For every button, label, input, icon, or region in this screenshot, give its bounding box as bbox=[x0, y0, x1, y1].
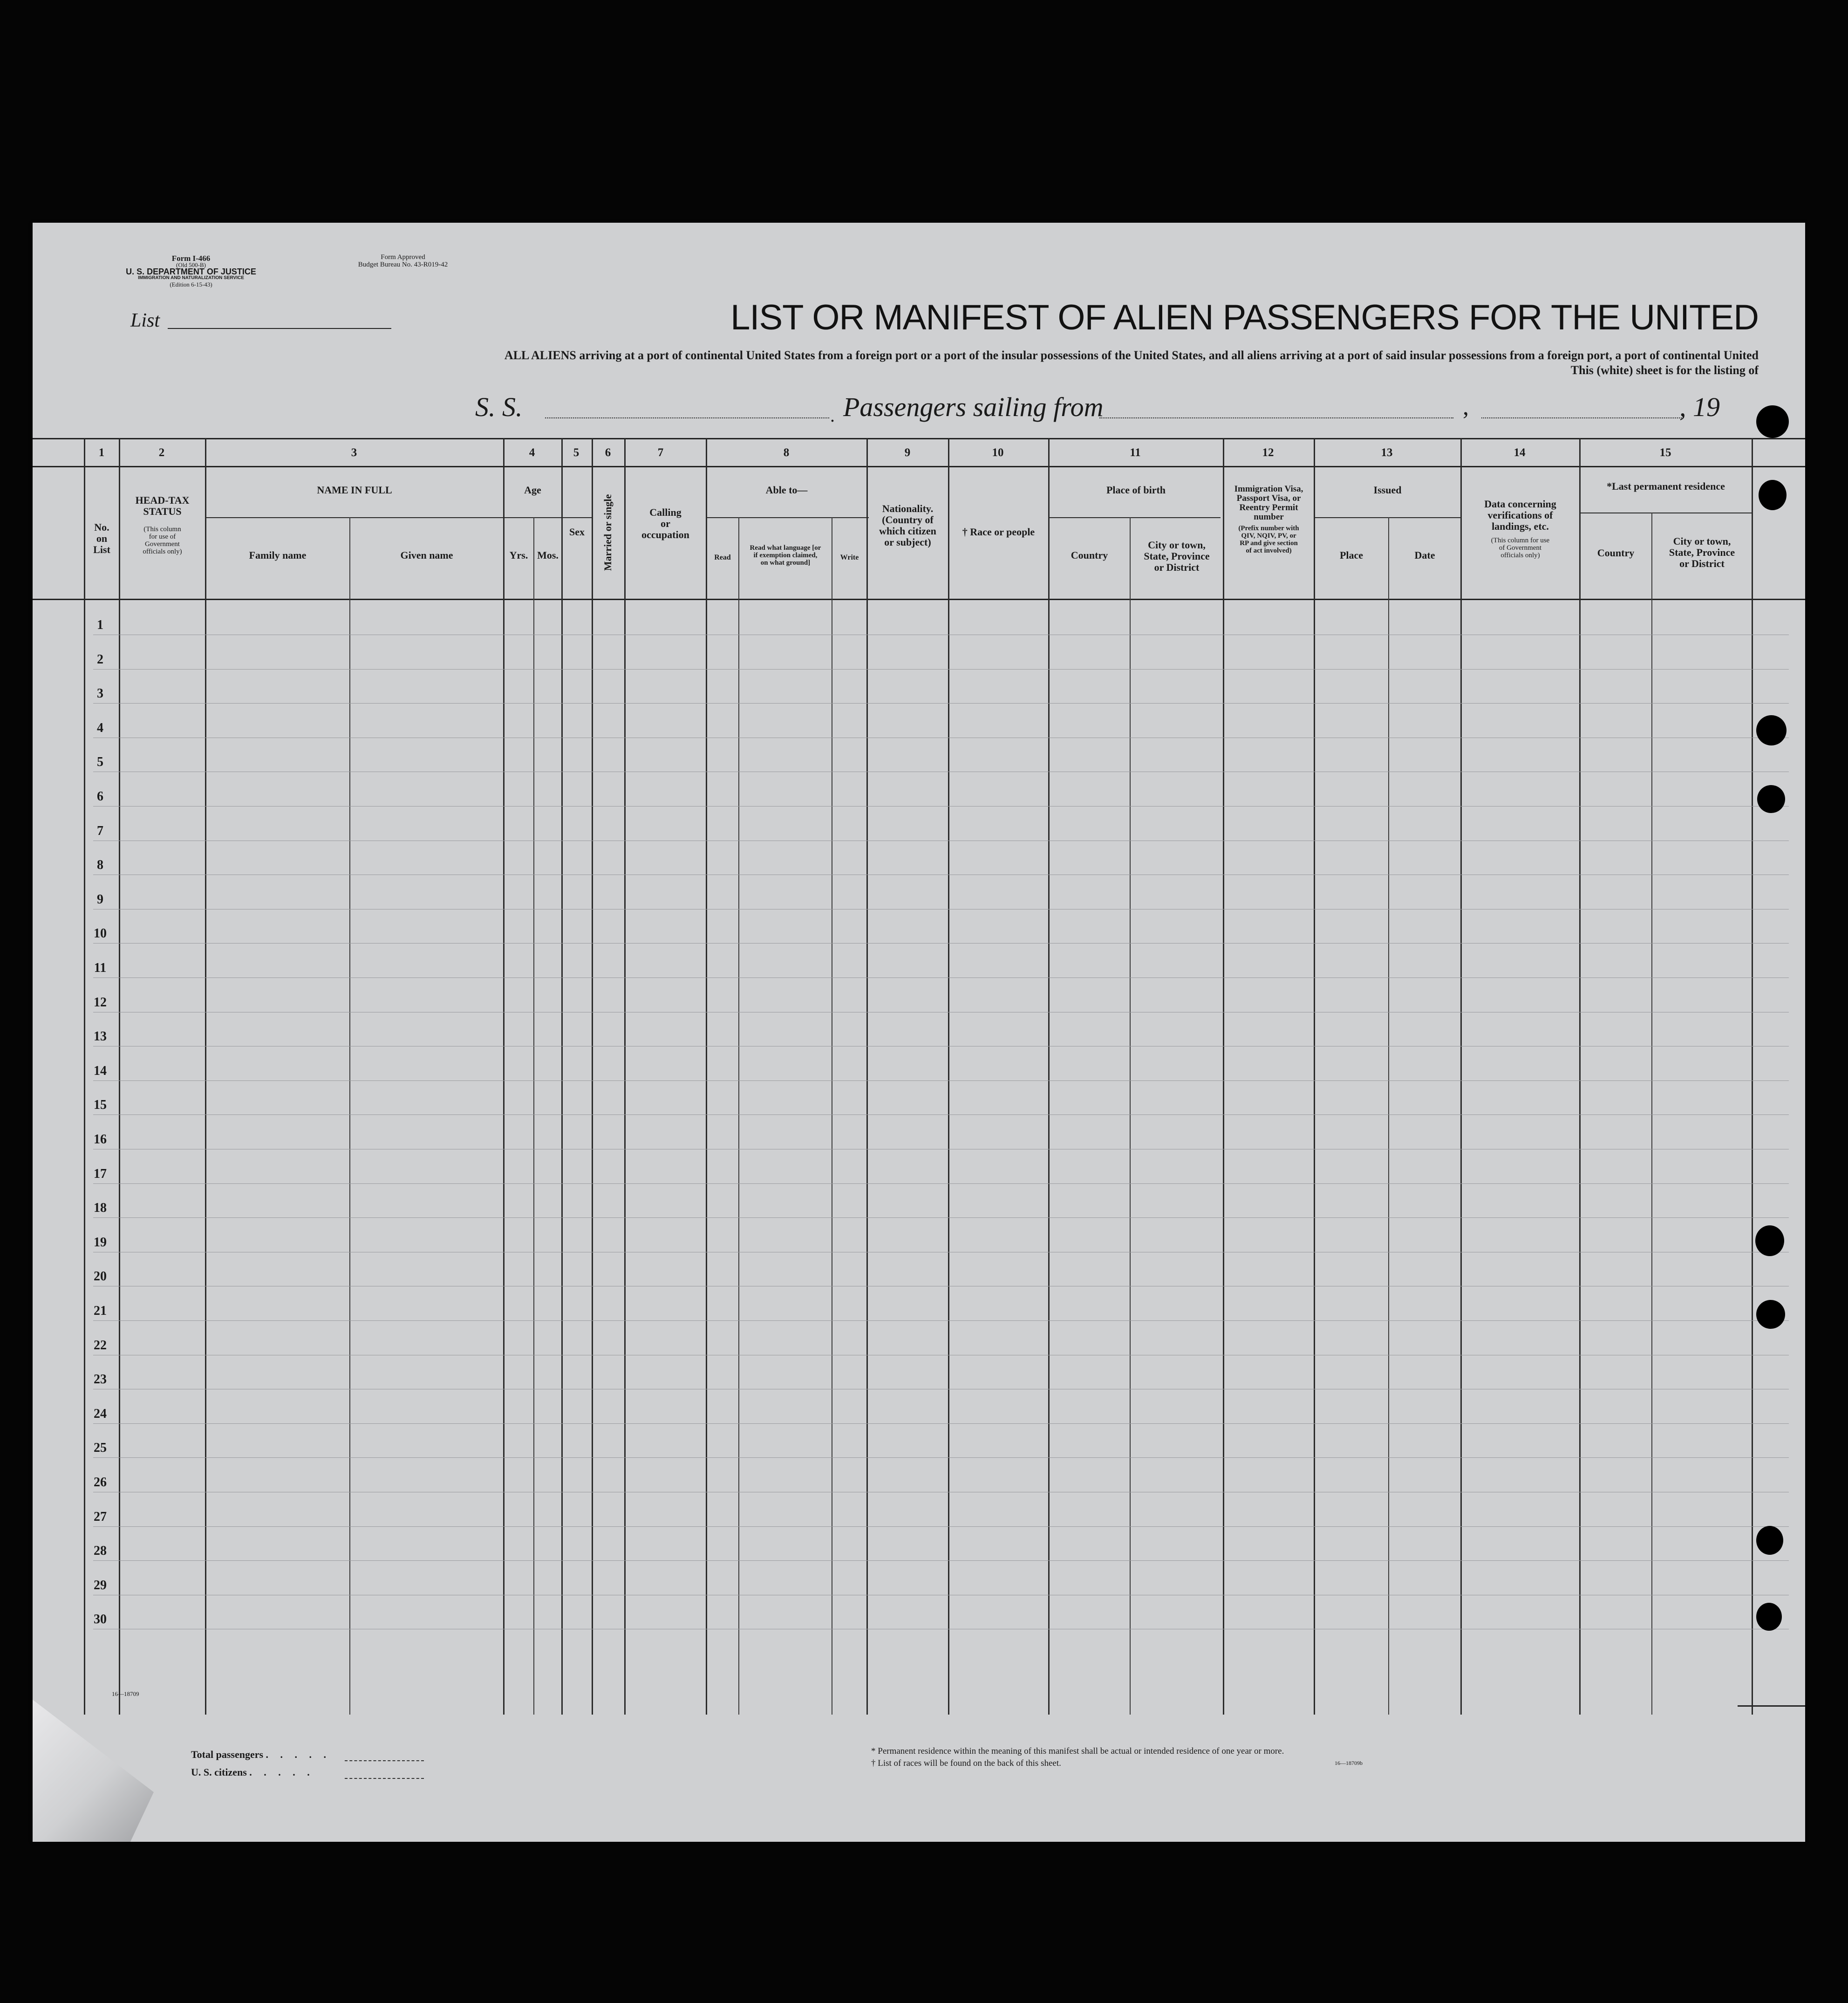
colnum-10: 10 bbox=[992, 446, 1004, 459]
punch-hole-4 bbox=[1757, 785, 1785, 813]
row-number: 16 bbox=[94, 1132, 107, 1147]
header-last-permanent-residence: *Last permanent residence bbox=[1607, 480, 1725, 492]
service-name: IMMIGRATION AND NATURALIZATION SERVICE bbox=[138, 275, 244, 280]
ship-name-field[interactable] bbox=[545, 417, 829, 418]
punch-hole-1 bbox=[1756, 405, 1789, 438]
colnum-3: 3 bbox=[351, 446, 357, 459]
header-data-concerning: Data concerning verifications of landings, etc. bbox=[1484, 498, 1556, 532]
row-number: 2 bbox=[97, 652, 103, 667]
row-number: 18 bbox=[94, 1201, 107, 1216]
table-row[interactable] bbox=[93, 669, 1789, 670]
header-no-on-list: No. on List bbox=[93, 521, 110, 555]
row-number: 14 bbox=[94, 1063, 107, 1078]
form-number: Form I-466 bbox=[171, 254, 211, 263]
header-head-tax-note: (This column for use of Government officials only) bbox=[143, 526, 182, 555]
budget-approval bbox=[326, 253, 480, 268]
table-row[interactable] bbox=[93, 1457, 1789, 1458]
punch-hole-8 bbox=[1756, 1603, 1782, 1631]
row-number: 7 bbox=[97, 823, 103, 838]
us-citizens-label: U. S. citizens . . . . . bbox=[191, 1766, 314, 1778]
header-age: Age bbox=[524, 484, 541, 496]
colnum-4: 4 bbox=[529, 446, 535, 459]
instructions-line-2: This (white) sheet is for the listing of bbox=[1570, 363, 1759, 377]
header-nationality: Nationality. (Country of which citizen or subject) bbox=[879, 503, 936, 548]
table-row[interactable] bbox=[93, 1114, 1789, 1115]
header-family-name: Family name bbox=[249, 549, 307, 561]
colnum-14: 14 bbox=[1514, 446, 1526, 459]
budget-number: Budget Bureau No. 43-R019-42 bbox=[358, 261, 448, 268]
row-number: 6 bbox=[97, 789, 103, 804]
table-row[interactable] bbox=[93, 806, 1789, 807]
colnum-7: 7 bbox=[657, 446, 664, 459]
table-row[interactable] bbox=[93, 1423, 1789, 1424]
header-res-city: City or town, State, Province or District bbox=[1669, 535, 1735, 569]
header-given-name: Given name bbox=[400, 549, 453, 561]
form-approved: Form Approved bbox=[381, 253, 425, 261]
sailing-from-label: Passengers sailing from bbox=[843, 392, 1104, 422]
punch-hole-5 bbox=[1755, 1225, 1784, 1256]
header-years: Yrs. bbox=[509, 549, 528, 561]
footnote-code: 16—18709b bbox=[1335, 1760, 1363, 1766]
row-number: 3 bbox=[97, 686, 103, 701]
header-read: Read bbox=[714, 554, 731, 561]
colnum-13: 13 bbox=[1381, 446, 1393, 459]
year-label: , 19 bbox=[1679, 392, 1720, 422]
row-number: 17 bbox=[94, 1166, 107, 1181]
colnum-5: 5 bbox=[573, 446, 580, 459]
row-number: 20 bbox=[94, 1269, 107, 1284]
row-number: 12 bbox=[94, 995, 107, 1010]
old-form-number: (Old 500-B) bbox=[176, 261, 206, 268]
row-number: 24 bbox=[94, 1406, 107, 1421]
ss-label: S. S. bbox=[475, 392, 523, 422]
table-row[interactable] bbox=[93, 703, 1789, 704]
comma: , bbox=[1463, 394, 1469, 420]
header-sex: Sex bbox=[569, 526, 585, 538]
punch-hole-6 bbox=[1756, 1300, 1785, 1329]
table-row[interactable] bbox=[93, 1080, 1789, 1081]
curled-page-corner bbox=[33, 1700, 154, 1842]
footnote-residence: * Permanent residence within the meaning of this manifest shall be actual or intended residence of one year or more. bbox=[871, 1746, 1284, 1756]
department-name: U. S. DEPARTMENT OF JUSTICE bbox=[126, 267, 256, 276]
list-number-field[interactable] bbox=[168, 328, 391, 329]
row-number: 29 bbox=[94, 1578, 107, 1593]
punch-hole-3 bbox=[1756, 715, 1787, 745]
list-label: List bbox=[130, 310, 160, 331]
row-number: 13 bbox=[94, 1029, 107, 1044]
header-res-country: Country bbox=[1597, 547, 1635, 559]
row-number: 26 bbox=[94, 1475, 107, 1490]
colnum-1: 1 bbox=[98, 446, 105, 459]
page-title: LIST OR MANIFEST OF ALIEN PASSENGERS FOR THE UNITED bbox=[730, 298, 1759, 337]
print-code-left: 16—18709 bbox=[112, 1690, 139, 1697]
us-citizens-field[interactable] bbox=[345, 1778, 424, 1779]
table-row[interactable] bbox=[93, 1560, 1789, 1561]
header-head-tax-status: HEAD-TAX STATUS bbox=[135, 494, 190, 517]
colnum-2: 2 bbox=[158, 446, 165, 459]
table-row[interactable] bbox=[93, 1320, 1789, 1321]
manifest-sheet: Form I-466 (Old 500-B) U. S. DEPARTMENT OF JUSTICE IMMIGRATION AND NATURALIZATION SERVICE (Edition 6-15-43) Form Approved Budget Bureau No. 43-R019-42 List LIST OR MANIFEST OF ALIEN PASSENGERS FOR THE UNITED ALL ALIENS arriving at a port of continental United States from a foreign port or a port of the insular possessions of the United States, and all aliens arriving at a port of said insular possessions from a foreign port, a port of continental United This (white) sheet is for the listing of S. S. . Passengers sailing from , , 19 1 2 3 4 5 6 7 8 9 10 11 12 13 14 15 No. on List HEAD-TAX STATUS (This column for use of Government officials only) NAME IN FULL Family name Given name Age Yrs. Mos. Sex Married or single Calling or occupation Able to— Read Read what language [or if exemption claimed, on what ground] Write Nationality. (Country of which citizen or subject) † Race or people Place of birth Country City or town, State, Province or District Immigration Visa, Passport Visa, or Reentry Permit number (Prefix number with QIV, NQIV, PV, or RP and give section of act involved) Issued Place Date Data concerning verifications of landings, etc. (This column for use of Government officials only) *Last permanent residence Country City or town, State, Province or District 1 2 3 4 5 6 7 8 9 10 11 12 13 14 15 16 17 18 19 20 21 22 23 24 25 26 27 28 29 30 16—18709 Total passengers . . . . . U. S. citizens . . . . . * Permanent residence within the meaning of this manifest shall be actual or intended residence of one year or more. † List of races will be found on the back of this sheet. 16—18709b bbox=[33, 223, 1805, 1842]
header-read-what-language: Read what language [or if exemption claimed, on what ground] bbox=[750, 544, 821, 567]
header-issued: Issued bbox=[1373, 484, 1402, 496]
edition: (Edition 6-15-43) bbox=[170, 281, 212, 288]
total-passengers-field[interactable] bbox=[345, 1760, 424, 1761]
row-number: 27 bbox=[94, 1509, 107, 1524]
colnum-8: 8 bbox=[783, 446, 790, 459]
row-number: 8 bbox=[97, 858, 103, 873]
header-race-or-people: † Race or people bbox=[962, 526, 1035, 538]
header-calling-occupation: Calling or occupation bbox=[641, 506, 689, 540]
row-number: 5 bbox=[97, 755, 103, 770]
header-issued-date: Date bbox=[1414, 549, 1435, 561]
header-visa-number: Immigration Visa, Passport Visa, or Reentry Permit number bbox=[1234, 484, 1303, 522]
row-number: 21 bbox=[94, 1304, 107, 1318]
row-number: 15 bbox=[94, 1098, 107, 1113]
header-write: Write bbox=[840, 554, 859, 561]
header-married-or-single: Married or single bbox=[602, 494, 614, 571]
row-number: 19 bbox=[94, 1235, 107, 1250]
instructions-line-1: ALL ALIENS arriving at a port of continental United States from a foreign port or a port of the insular possessions of the United States, and all aliens arriving at a port of said insular possessions from a foreign port, a port of continental United bbox=[504, 349, 1759, 362]
header-data-note: (This column for use of Government officials only) bbox=[1491, 537, 1550, 559]
row-number: 10 bbox=[94, 926, 107, 941]
header-visa-note: (Prefix number with QIV, NQIV, PV, or RP and give section of act involved) bbox=[1238, 525, 1299, 554]
row-number: 4 bbox=[97, 720, 103, 735]
row-number: 1 bbox=[97, 618, 103, 632]
header-name-in-full: NAME IN FULL bbox=[317, 484, 392, 496]
punch-hole-2 bbox=[1759, 480, 1787, 510]
colnum-6: 6 bbox=[605, 446, 611, 459]
row-number: 25 bbox=[94, 1441, 107, 1456]
row-number: 28 bbox=[94, 1544, 107, 1559]
table-row[interactable] bbox=[93, 1526, 1789, 1527]
total-passengers-label: Total passengers . . . . . bbox=[191, 1749, 331, 1760]
row-number: 9 bbox=[97, 892, 103, 907]
table-row[interactable] bbox=[93, 1217, 1789, 1218]
header-place-of-birth: Place of birth bbox=[1106, 484, 1166, 496]
table-row[interactable] bbox=[93, 1183, 1789, 1184]
header-able-to: Able to— bbox=[765, 484, 808, 496]
punch-hole-7 bbox=[1756, 1526, 1783, 1555]
header-pob-city: City or town, State, Province or District bbox=[1144, 539, 1210, 573]
footnote-races: † List of races will be found on the back of this sheet. bbox=[871, 1758, 1061, 1768]
colnum-11: 11 bbox=[1130, 446, 1141, 459]
manifest-table bbox=[33, 438, 1805, 1715]
row-number: 11 bbox=[94, 961, 107, 975]
departure-port-field[interactable] bbox=[1099, 417, 1453, 418]
header-months: Mos. bbox=[537, 549, 559, 561]
form-identifier bbox=[121, 255, 261, 288]
row-number: 23 bbox=[94, 1372, 107, 1387]
colnum-9: 9 bbox=[904, 446, 911, 459]
row-number: 22 bbox=[94, 1338, 107, 1353]
colnum-15: 15 bbox=[1659, 446, 1671, 459]
colnum-12: 12 bbox=[1262, 446, 1274, 459]
header-pob-country: Country bbox=[1071, 549, 1108, 561]
departure-date-field[interactable] bbox=[1481, 417, 1682, 418]
row-number: 30 bbox=[94, 1612, 107, 1627]
header-issued-place: Place bbox=[1339, 549, 1364, 561]
